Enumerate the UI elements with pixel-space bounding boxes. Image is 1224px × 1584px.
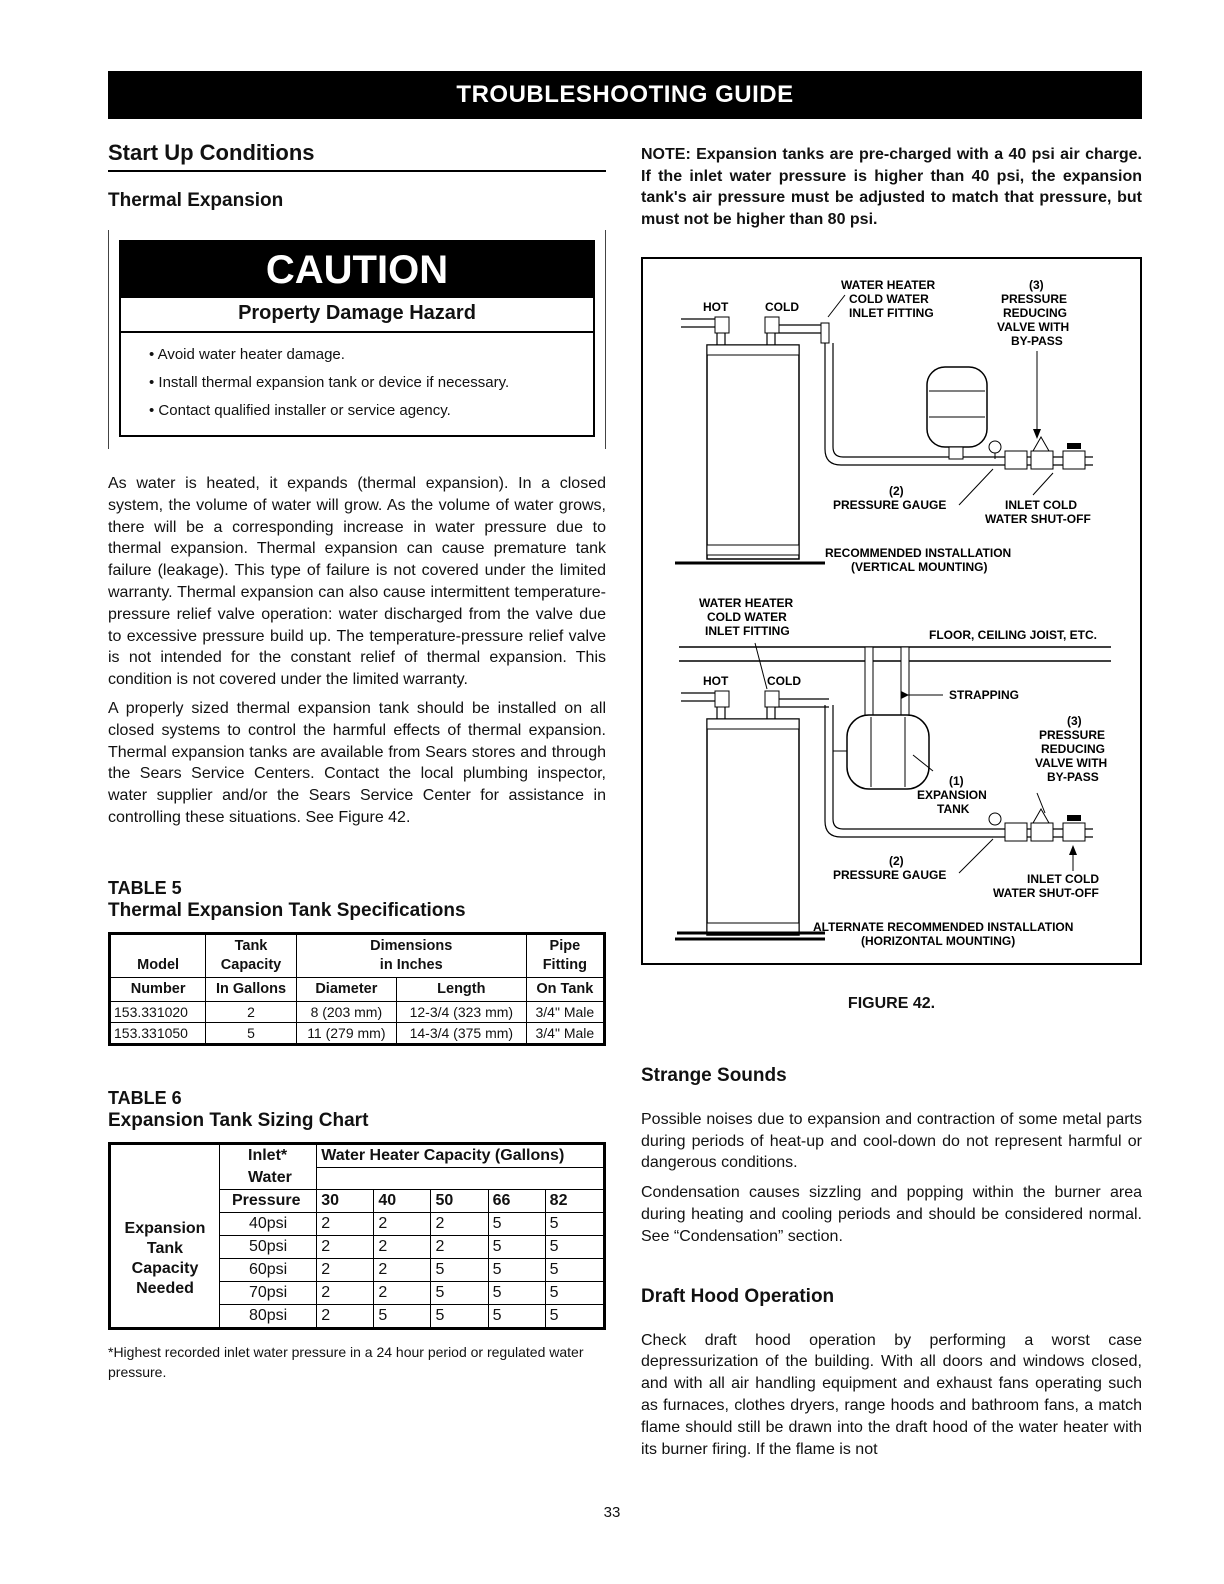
body-paragraph: As water is heated, it expands (thermal expansion). In a closed system, the volume of water will grow. As the volume of water grows, there will be a corresponding increase in water pressure due to thermal expansion. Thermal expansion can cause premature tank failure (leakage). This type of failure is not covered under the limited warranty. Thermal expansion can also cause intermittent temperature-pressure relief valve operation: water discharged from the valve due to excessive pressure build up. The temperature-pressure relief valve is not intended for the constant relief of thermal expansion. This condition is not covered under the limited warranty. <box>108 475 606 689</box>
table-cell: 5 <box>488 1282 545 1305</box>
table5 <box>108 932 606 1046</box>
header-cell: Diameter <box>296 977 396 1001</box>
table-cell: 2 <box>317 1213 374 1236</box>
pressure-cell: 40psi <box>220 1213 317 1236</box>
header-cell: In Gallons <box>206 977 297 1001</box>
table-cell: 2 <box>374 1259 431 1282</box>
table-cell: 5 <box>206 1022 297 1044</box>
label-valve: BY-PASS <box>1047 769 1099 784</box>
caption-horizontal: ALTERNATE RECOMMENDED INSTALLATION <box>813 919 1074 934</box>
page-banner: TROUBLESHOOTING GUIDE <box>108 71 1142 119</box>
footnote: *Highest recorded inlet water pressure in a 24 hour period or regulated water pressure. <box>108 1344 584 1381</box>
table-cell: 2 <box>317 1236 374 1259</box>
table6-title: Expansion Tank Sizing Chart <box>108 1109 369 1131</box>
pressure-cell: 50psi <box>220 1236 317 1259</box>
table-cell: 8 (203 mm) <box>296 1001 396 1022</box>
water-heater-tank-2 <box>707 719 799 935</box>
table-cell: 5 <box>431 1282 488 1305</box>
inlet-header: Water <box>220 1167 317 1190</box>
table-cell: 2 <box>374 1213 431 1236</box>
pressure-cell: 70psi <box>220 1282 317 1305</box>
valve-top <box>1005 451 1027 469</box>
label-fitting: INLET FITTING <box>849 305 934 320</box>
table-cell: 2 <box>317 1305 374 1329</box>
table-cell: 2 <box>431 1236 488 1259</box>
table-cell: 11 (279 mm) <box>296 1022 396 1044</box>
label-shutoff: WATER SHUT-OFF <box>993 885 1099 900</box>
label-valve: PRESSURE <box>1039 727 1106 742</box>
expansion-tank-vertical <box>927 367 987 447</box>
table-cell: 5 <box>545 1259 604 1282</box>
caution-panel <box>108 230 606 449</box>
capacity-cell: 66 <box>488 1190 545 1213</box>
table-cell: 5 <box>545 1305 604 1329</box>
caption-vertical: RECOMMENDED INSTALLATION <box>825 545 1012 560</box>
figure-caption: FIGURE 42. <box>847 994 936 1012</box>
label-valve: PRESSURE <box>1001 291 1068 306</box>
label-valve: REDUCING <box>1003 305 1068 320</box>
table5-title: Thermal Expansion Tank Specifications <box>108 899 466 921</box>
draft-hood-title: Draft Hood Operation <box>641 1285 835 1307</box>
label-valve: REDUCING <box>1041 741 1106 756</box>
table-cell: 5 <box>488 1236 545 1259</box>
header-cell: Dimensions in Inches <box>296 933 526 977</box>
label-tank: EXPANSION <box>917 787 987 802</box>
header-cell: On Tank <box>526 977 604 1001</box>
row-label: Expansion Tank Capacity Needed <box>110 1143 220 1329</box>
label-hot: HOT <box>703 299 729 314</box>
table-cell: 5 <box>488 1305 545 1329</box>
table-cell: 5 <box>431 1305 488 1329</box>
table-cell: 5 <box>545 1213 604 1236</box>
page-number: 33 <box>603 1504 621 1521</box>
installation-diagram <box>643 259 1140 963</box>
label-gauge: (2) <box>889 483 904 498</box>
label-floor: FLOOR, CEILING JOIST, ETC. <box>929 627 1098 642</box>
table-cell: 2 <box>206 1001 297 1022</box>
table-cell: 2 <box>431 1213 488 1236</box>
hot-fitting <box>715 317 729 333</box>
right-column <box>641 140 1142 1468</box>
label-shutoff: INLET COLD <box>1027 871 1099 886</box>
table-cell: 5 <box>431 1259 488 1282</box>
tank-bottom <box>707 545 799 555</box>
table6 <box>108 1142 606 1331</box>
caution-subtitle: Property Damage Hazard <box>121 298 593 333</box>
label-cold: COLD <box>767 673 801 688</box>
label-strapping: STRAPPING <box>949 687 1020 702</box>
capacity-header: Water Heater Capacity (Gallons) <box>317 1143 605 1167</box>
table-cell: 5 <box>545 1236 604 1259</box>
caption-horizontal: (HORIZONTAL MOUNTING) <box>861 933 1016 948</box>
table-cell: 153.331050 <box>110 1022 206 1044</box>
body-paragraph: Check draft hood operation by performing a worst case depressurization of the building. With all doors and windows closed, and with all air handling equipment and exhaust fans operating such as furnaces, clothes dryers, range hoods and bathroom fans, a match flame should still be drawn into the draft hood of the water heater with its burner firing. If the flame is not <box>641 1331 1142 1458</box>
label-gauge: PRESSURE GAUGE <box>833 497 947 512</box>
label-gauge: (2) <box>889 853 904 868</box>
body-paragraph: A properly sized thermal expansion tank should be installed on all closed systems to control the harmful effects of thermal expansion. Thermal expansion tanks are available from Sears stores and through the Sears Service Centers. Contact the local plumbing inspector, water supplier and/or the Sears Service Center for assistance in controlling these situations. See Figure 42. <box>108 699 606 826</box>
header-cell: Model <box>110 933 206 977</box>
prv-top <box>1033 437 1049 451</box>
caution-item: • Avoid water heater damage. <box>149 341 593 369</box>
cold-fitting <box>765 317 779 333</box>
table-cell: 2 <box>317 1282 374 1305</box>
expansion-tank-horizontal <box>847 715 929 789</box>
caution-title: CAUTION <box>121 242 593 298</box>
label-valve: BY-PASS <box>1011 333 1063 348</box>
capacity-cell: 82 <box>545 1190 604 1213</box>
table-cell: 5 <box>488 1259 545 1282</box>
label-valve: (3) <box>1029 277 1044 292</box>
label-tank: (1) <box>949 773 964 788</box>
capacity-cell: 40 <box>374 1190 431 1213</box>
label-fitting: INLET FITTING <box>705 623 790 638</box>
header-cell: Tank Capacity <box>206 933 297 977</box>
caution-item: • Install thermal expansion tank or device if necessary. <box>149 369 593 397</box>
figure-42 <box>641 257 1142 965</box>
table-cell: 12-3/4 (323 mm) <box>396 1001 526 1022</box>
note-text: NOTE: Expansion tanks are pre-charged with a 40 psi air charge. If the inlet water pressure is higher than 40 psi, the expansion tank's air pressure must be adjusted to match that pressure, but must not be higher than 80 psi. <box>641 146 1142 229</box>
caution-list <box>121 333 593 435</box>
label-fitting: COLD WATER <box>849 291 929 306</box>
label-fitting: WATER HEATER <box>841 277 936 292</box>
table-cell: 153.331020 <box>110 1001 206 1022</box>
water-heater-tank <box>707 345 799 559</box>
caption-vertical: (VERTICAL MOUNTING) <box>851 559 988 574</box>
table-row <box>110 1001 605 1022</box>
table-cell: 5 <box>374 1305 431 1329</box>
header-cell: Pipe Fitting <box>526 933 604 977</box>
pressure-cell: 60psi <box>220 1259 317 1282</box>
strange-sounds-title: Strange Sounds <box>641 1064 787 1086</box>
section-title: Start Up Conditions <box>108 140 606 172</box>
header-cell: Number <box>110 977 206 1001</box>
label-valve: (3) <box>1067 713 1082 728</box>
table-row <box>110 1022 605 1044</box>
caution-item: • Contact qualified installer or service agency. <box>149 397 593 425</box>
shutoff-top <box>1063 451 1085 469</box>
label-fitting: COLD WATER <box>707 609 787 624</box>
label-valve: VALVE WITH <box>997 319 1070 334</box>
table-cell: 2 <box>374 1282 431 1305</box>
caution-box <box>119 240 595 437</box>
label-shutoff: WATER SHUT-OFF <box>985 511 1091 526</box>
pressure-cell: 80psi <box>220 1305 317 1329</box>
label-gauge: PRESSURE GAUGE <box>833 867 947 882</box>
capacity-cell: 50 <box>431 1190 488 1213</box>
inlet-header: Pressure <box>220 1190 317 1213</box>
body-paragraph: Possible noises due to expansion and contraction of some metal parts during periods of heat-up and cool-down do not represent harmful or dangerous conditions. <box>641 1110 1142 1172</box>
label-fitting: WATER HEATER <box>699 595 794 610</box>
label-valve: VALVE WITH <box>1035 755 1108 770</box>
table5-label: TABLE 5 <box>108 877 182 898</box>
table-cell: 3/4" Male <box>526 1001 604 1022</box>
table-cell: 5 <box>545 1282 604 1305</box>
inlet-header: Inlet* <box>220 1143 317 1167</box>
left-column <box>108 140 606 1382</box>
table-cell: 3/4" Male <box>526 1022 604 1044</box>
label-shutoff: INLET COLD <box>1005 497 1077 512</box>
tank-top <box>707 345 799 355</box>
label-tank: TANK <box>937 801 970 816</box>
body-paragraph: Condensation causes sizzling and popping within the burner area during heating and cooling periods and should be considered normal. See “Condensation” section. <box>641 1184 1142 1245</box>
table-cell: 5 <box>488 1213 545 1236</box>
label-cold: COLD <box>765 299 799 314</box>
table6-label: TABLE 6 <box>108 1087 182 1108</box>
capacity-cell: 30 <box>317 1190 374 1213</box>
label-hot: HOT <box>703 673 729 688</box>
table-cell: 2 <box>374 1236 431 1259</box>
subsection-title: Thermal Expansion <box>108 190 284 211</box>
table-cell: 14-3/4 (375 mm) <box>396 1022 526 1044</box>
table-cell: 2 <box>317 1259 374 1282</box>
pressure-gauge-top <box>989 441 1001 453</box>
header-cell: Length <box>396 977 526 1001</box>
pressure-gauge-bottom <box>989 813 1001 825</box>
